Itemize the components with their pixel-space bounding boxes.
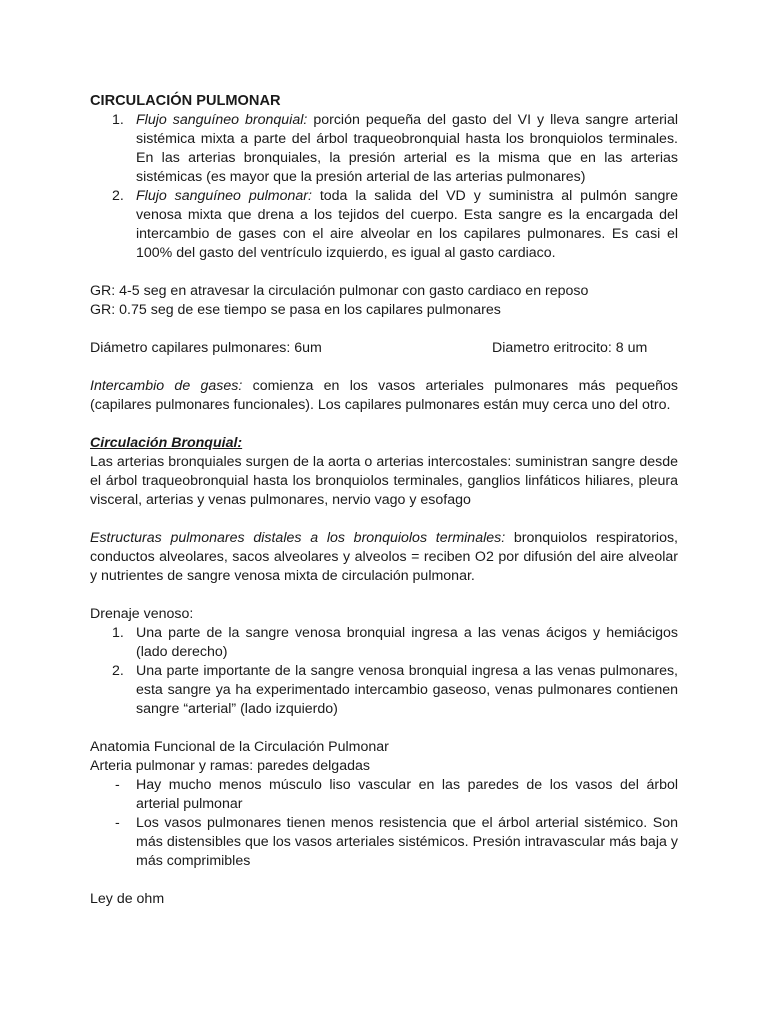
bronchial-heading: Circulación Bronquial: bbox=[90, 435, 243, 451]
intro-list bbox=[90, 111, 678, 263]
gas-exchange-text: comienza en los vasos arteriales pulmonares más pequeños (capilares pulmonares funcionales). Los capilares pulmonares están muy cerca uno del otro. bbox=[90, 378, 679, 413]
list-item bbox=[90, 111, 678, 187]
list-item-text: Hay mucho menos músculo liso vascular en las paredes de los vasos del árbol arterial pulmonar bbox=[136, 777, 678, 812]
drainage-list bbox=[90, 624, 678, 719]
list-marker: 1. bbox=[112, 625, 124, 641]
gr-line: GR: 0.75 seg de ese tiempo se pasa en los capilares pulmonares bbox=[90, 302, 501, 318]
distal-text: bronquiolos respiratorios, conductos alveolares, sacos alveolares y alveolos = reciben O2 por difusión del aire alveolar y nutrientes de sangre venosa mixta de circulación pulmonar. bbox=[90, 530, 678, 584]
list-item bbox=[90, 776, 678, 814]
list-marker: 2. bbox=[112, 188, 124, 204]
anatomy-heading: Anatomia Funcional de la Circulación Pulmonar bbox=[90, 739, 389, 755]
gr-line: GR: 4-5 seg en atravesar la circulación pulmonar con gasto cardiaco en reposo bbox=[90, 283, 589, 299]
list-item-term: Flujo sanguíneo pulmonar: bbox=[136, 188, 312, 204]
capillary-diameter: Diámetro capilares pulmonares: 6um bbox=[90, 340, 322, 356]
distal-term: Estructuras pulmonares distales a los bronquiolos terminales: bbox=[90, 530, 506, 546]
ohm-law-line: Ley de ohm bbox=[90, 891, 165, 907]
list-item-text: Una parte de la sangre venosa bronquial ingresa a las venas ácigos y hemiácigos (lado derecho) bbox=[136, 625, 678, 660]
list-marker: 1. bbox=[112, 112, 124, 128]
list-marker: - bbox=[115, 777, 120, 793]
anatomy-subheading: Arteria pulmonar y ramas: paredes delgadas bbox=[90, 758, 370, 774]
bronchial-text: Las arterias bronquiales surgen de la aorta o arterias intercostales: suministran sangre desde el árbol traqueobronquial hasta los bronquiolos terminales, ganglios linfáticos hiliares, pleura visceral, arterias y venas pulmonares, nervio vago y esofago bbox=[90, 454, 678, 508]
list-marker: 2. bbox=[112, 663, 124, 679]
diameter-row bbox=[90, 339, 678, 358]
page-title: CIRCULACIÓN PULMONAR bbox=[90, 93, 281, 109]
gas-exchange-paragraph bbox=[90, 377, 678, 415]
distal-paragraph bbox=[90, 529, 678, 586]
list-item-text: Los vasos pulmonares tienen menos resistencia que el árbol arterial sistémico. Son más distensibles que los vasos arteriales sistémicos. Presión intravascular más baja y más comprimibles bbox=[136, 815, 678, 869]
list-item bbox=[90, 814, 678, 871]
anatomy-list bbox=[90, 776, 678, 871]
list-item bbox=[90, 662, 678, 719]
drainage-heading: Drenaje venoso: bbox=[90, 606, 194, 622]
list-item bbox=[90, 187, 678, 263]
list-item-text: Una parte importante de la sangre venosa bronquial ingresa a las venas pulmonares, esta sangre ya ha experimentado intercambio gaseoso, venas pulmonares contienen sangre “arterial” (lado izquierdo) bbox=[136, 663, 678, 717]
list-item-term: Flujo sanguíneo bronquial: bbox=[136, 112, 308, 128]
document-page bbox=[90, 92, 678, 909]
list-marker: - bbox=[115, 815, 120, 831]
gas-exchange-term: Intercambio de gases: bbox=[90, 378, 243, 394]
list-item bbox=[90, 624, 678, 662]
list-item-text: toda la salida del VD y suministra al pulmón sangre venosa mixta que drena a los tejidos del cuerpo. Esta sangre es la encargada del intercambio de gases con el aire alveolar en los capilares pulmonares. Es casi el 100% del gasto del ventrículo izquierdo, es igual al gasto cardiaco. bbox=[136, 188, 678, 261]
erythrocyte-diameter: Diametro eritrocito: 8 um bbox=[492, 340, 648, 356]
list-item-text: porción pequeña del gasto del VI y lleva sangre arterial sistémica mixta a parte del árbol traqueobronquial hasta los bronquiolos terminales. En las arterias bronquiales, la presión arterial es la misma que en las arterias sistémicas (es mayor que la presión arterial de las arterias pulmonares) bbox=[136, 112, 679, 185]
